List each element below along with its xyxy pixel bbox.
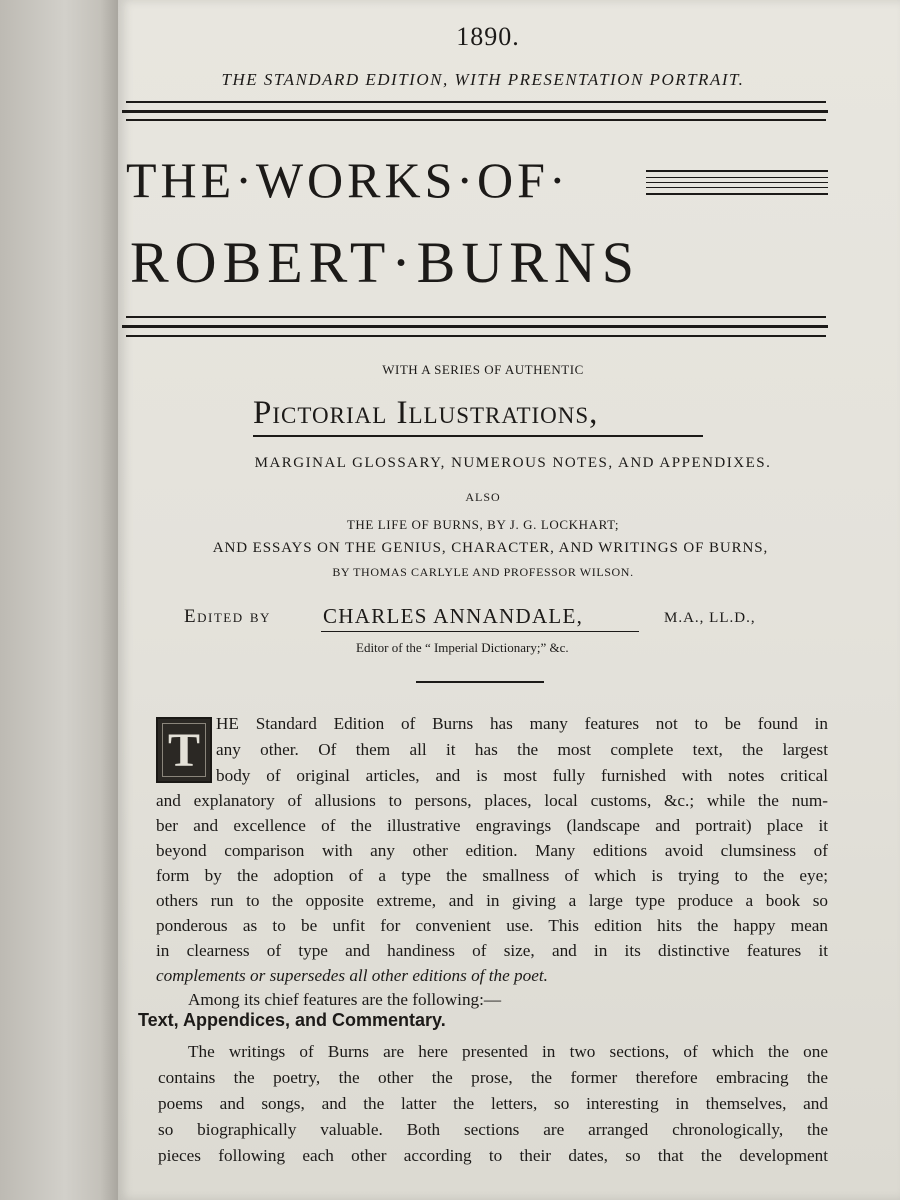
essays-line: AND ESSAYS ON THE GENIUS, CHARACTER, AND WRITINGS OF BURNS,: [212, 540, 769, 556]
title-rule-thin: [126, 316, 826, 318]
pictorial-underline: [253, 435, 703, 437]
title-ornament: [646, 168, 828, 198]
editor-name: CHARLES ANNANDALE,: [323, 604, 584, 628]
life-of-burns-line: THE LIFE OF BURNS, BY J. G. LOCKHART;: [346, 517, 620, 532]
editor-degrees: M.A., LL.D.,: [664, 610, 756, 626]
body-line: Among its chief features are the following:—: [188, 990, 502, 1009]
body-line-italic: complements or supersedes all other editions of the poet.: [156, 966, 548, 985]
book-gutter: [0, 0, 118, 1200]
marginal-glossary-line: MARGINAL GLOSSARY, NUMEROUS NOTES, AND APPENDIXES.: [254, 455, 772, 471]
section-line: so biographically valuable. Both sections are arranged chronologically, the: [158, 1120, 828, 1139]
top-rule-thin-2: [126, 119, 826, 121]
section-heading: Text, Appendices, and Commentary.: [138, 1010, 446, 1030]
dropcap-ornament: T: [156, 717, 212, 783]
title-line-2: ROBERT·BURNS: [130, 230, 641, 295]
book-page: [118, 0, 900, 1200]
section-line: poems and songs, and the latter the letters, so interesting in themselves, and: [158, 1094, 828, 1113]
editor-name-underline: [321, 631, 639, 632]
editor-of-line: Editor of the “ Imperial Dictionary;” &c.: [356, 640, 569, 655]
top-rule-thick: [122, 110, 828, 113]
body-line: and explanatory of allusions to persons, places, local customs, &c.; while the num-: [156, 791, 828, 810]
edited-by-label: Edited by: [184, 606, 271, 627]
section-line: contains the poetry, the other the prose, the former therefore embracing the: [158, 1068, 828, 1087]
top-rule-thin: [126, 101, 826, 103]
title-line-1: THE·WORKS·OF·: [126, 152, 570, 208]
body-line: ber and excellence of the illustrative engravings (landscape and portrait) place it: [156, 816, 828, 835]
section-divider: [416, 681, 544, 683]
with-series-line: WITH A SERIES OF AUTHENTIC: [382, 362, 584, 377]
section-line: pieces following each other according to their dates, so that the development: [158, 1146, 828, 1165]
body-line: beyond comparison with any other edition. Many editions avoid clumsiness of: [156, 841, 828, 860]
body-line: others run to the opposite extreme, and in giving a large type produce a book so: [156, 891, 828, 910]
pictorial-illustrations-heading: Pictorial Illustrations,: [253, 395, 599, 431]
body-line: body of original articles, and is most fully furnished with notes critical: [216, 766, 828, 785]
title-rule-thick: [122, 325, 828, 328]
edition-line: THE STANDARD EDITION, WITH PRESENTATION PORTRAIT.: [221, 70, 745, 89]
publication-year: 1890.: [456, 22, 520, 51]
body-line: HE Standard Edition of Burns has many features not to be found in: [216, 714, 828, 733]
section-line: The writings of Burns are here presented in two sections, of which the one: [188, 1042, 828, 1061]
carlyle-wilson-line: BY THOMAS CARLYLE AND PROFESSOR WILSON.: [332, 565, 634, 579]
title-rule-thin-2: [126, 335, 826, 337]
body-line: ponderous as to be unfit for convenient use. This edition hits the happy mean: [156, 916, 828, 935]
body-line: in clearness of type and handiness of size, and in its distinctive features it: [156, 941, 828, 960]
body-line: any other. Of them all it has the most complete text, the largest: [216, 740, 828, 759]
body-line: form by the adoption of a type the smallness of which is trying to the eye;: [156, 866, 828, 885]
also-line: ALSO: [465, 490, 501, 504]
